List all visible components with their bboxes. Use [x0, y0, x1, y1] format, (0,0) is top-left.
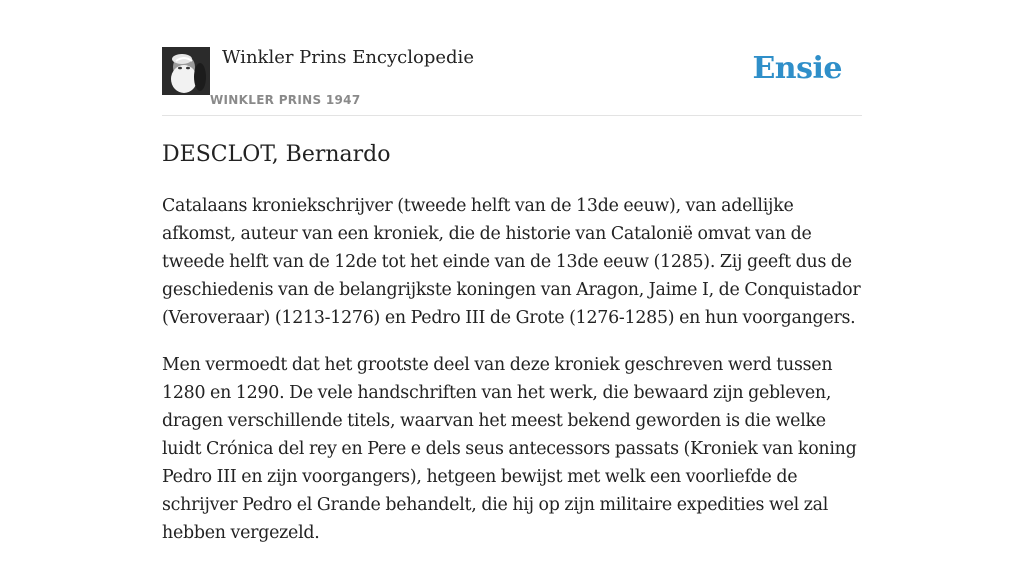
site-title[interactable]: Winkler Prins Encyclopedie	[222, 47, 474, 68]
edition-label[interactable]: WINKLER PRINS 1947	[210, 93, 361, 107]
page	[162, 0, 862, 543]
entry-title: DESCLOT, Bernardo	[162, 142, 391, 167]
site-header	[162, 0, 862, 116]
entry-paragraph: Men vermoedt dat het grootste deel van deze kroniek geschreven werd tussen 1280 en 1290. De vele handschriften van het werk, die bewaard zijn gebleven, dragen verschillende titels, waarvan het meest bekend geworden is die welke luidt Crónica del rey en Pere e dels seus antecessors passats (Kroniek van koning Pedro III en zijn voorgangers), hetgeen bewijst met welk een voorliefde de schrijver Pedro el Grande behandelt, die hij op zijn militaire expedities wel zal hebben vergezeld.	[162, 355, 857, 543]
entry-body	[162, 192, 862, 566]
bearded-man-portrait-icon	[162, 47, 210, 95]
entry-paragraph: Catalaans kroniekschrijver (tweede helft van de 13de eeuw), van adellijke afkomst, auteur van een kroniek, die de historie van Catalonië omvat van de tweede helft van de 12de tot het einde van de 13de eeuw (1285). Zij geeft dus de geschiedenis van de belangrijkste koningen van Aragon, Jaime I, de Conquistador (Veroveraar) (1213-1276) en Pedro III de Grote (1276-1285) en hun voorgangers.	[162, 196, 861, 328]
brand-logo[interactable]: Ensie	[752, 51, 842, 86]
author-avatar[interactable]	[162, 47, 210, 95]
